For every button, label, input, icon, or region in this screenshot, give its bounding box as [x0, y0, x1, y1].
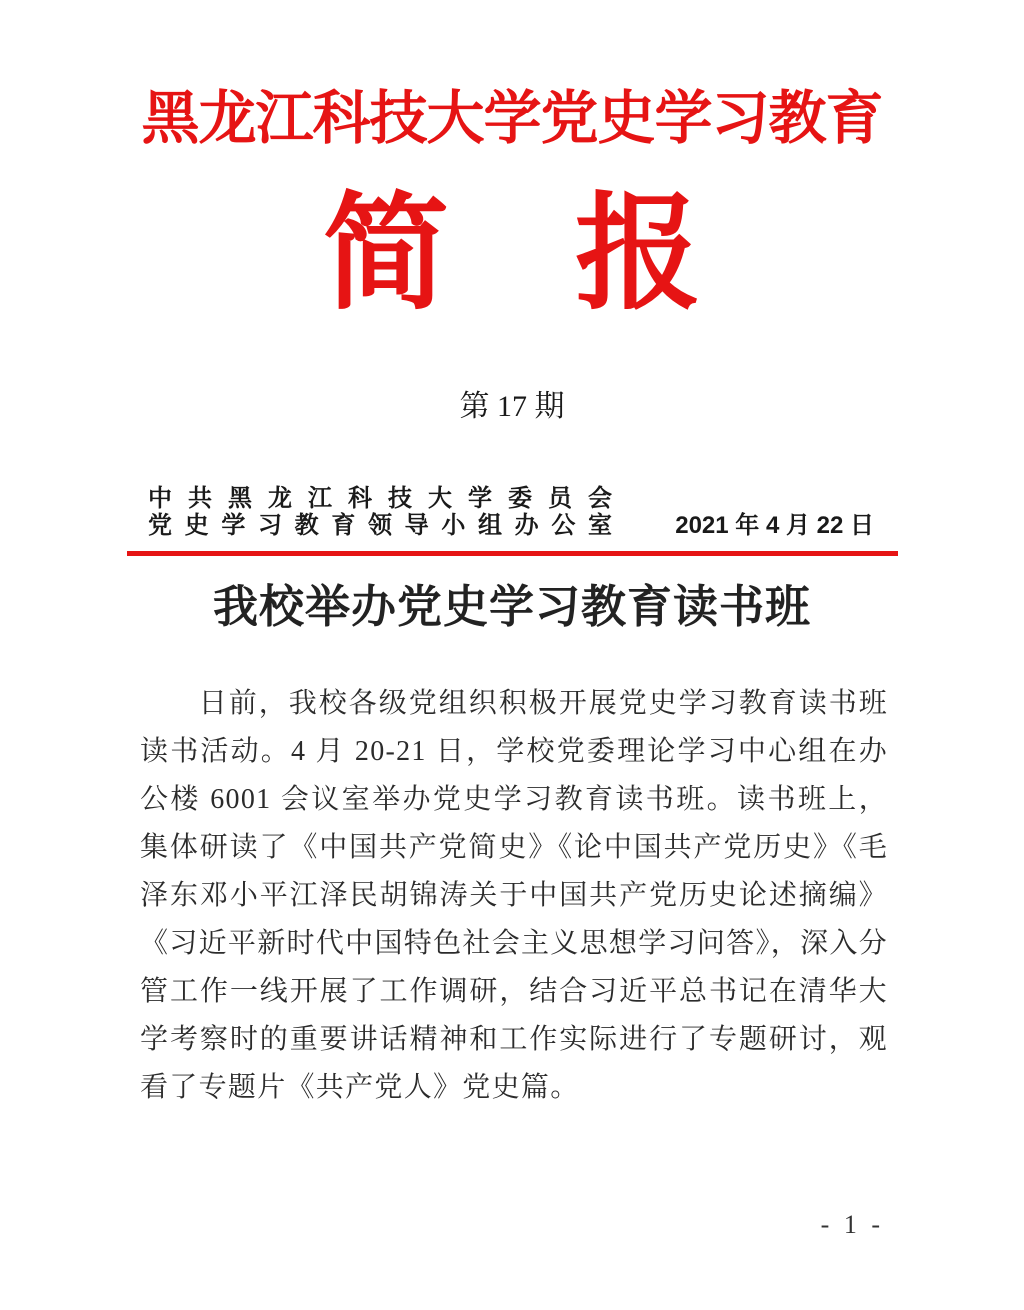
publisher-block [148, 485, 612, 539]
publisher-row [148, 485, 874, 539]
publisher-line-2: 党史学习教育领导小组办公室 [148, 511, 612, 539]
issue-number: 第 17 期 [459, 389, 565, 423]
red-divider-rule [127, 551, 898, 556]
page-number: - 1 - [820, 1210, 884, 1239]
article-title: 我校举办党史学习教育读书班 [212, 581, 811, 632]
publisher-line-1: 中共黑龙江科技大学委员会 [148, 484, 612, 512]
article-body-paragraph: 日前，我校各级党组织积极开展党史学习教育读书班读书活动。4 月 20-21 日，学校党委理论学习中心组在办公楼 6001 会议室举办党史学习教育读书班。读书班上，集体研读了《中国共产党简史》《论中国共产党历史》《毛泽东邓小平江泽民胡锦涛关于中国共产党历史论述摘编》《习近平新时代中国特色社会主义思想学习问答》，深入分管工作一线开展了工作调研，结合习近平总书记在清华大学考察时的重要讲话精神和工作实际进行了专题研讨，观看了专题片《共产党人》党史篇。 [140, 687, 888, 1103]
issue-date: 2021 年 4 月 22 日 [675, 511, 874, 539]
masthead-bulletin-title: 简 报 [323, 182, 701, 324]
masthead-org-title: 黑龙江科技大学党史学习教育 [141, 86, 883, 151]
